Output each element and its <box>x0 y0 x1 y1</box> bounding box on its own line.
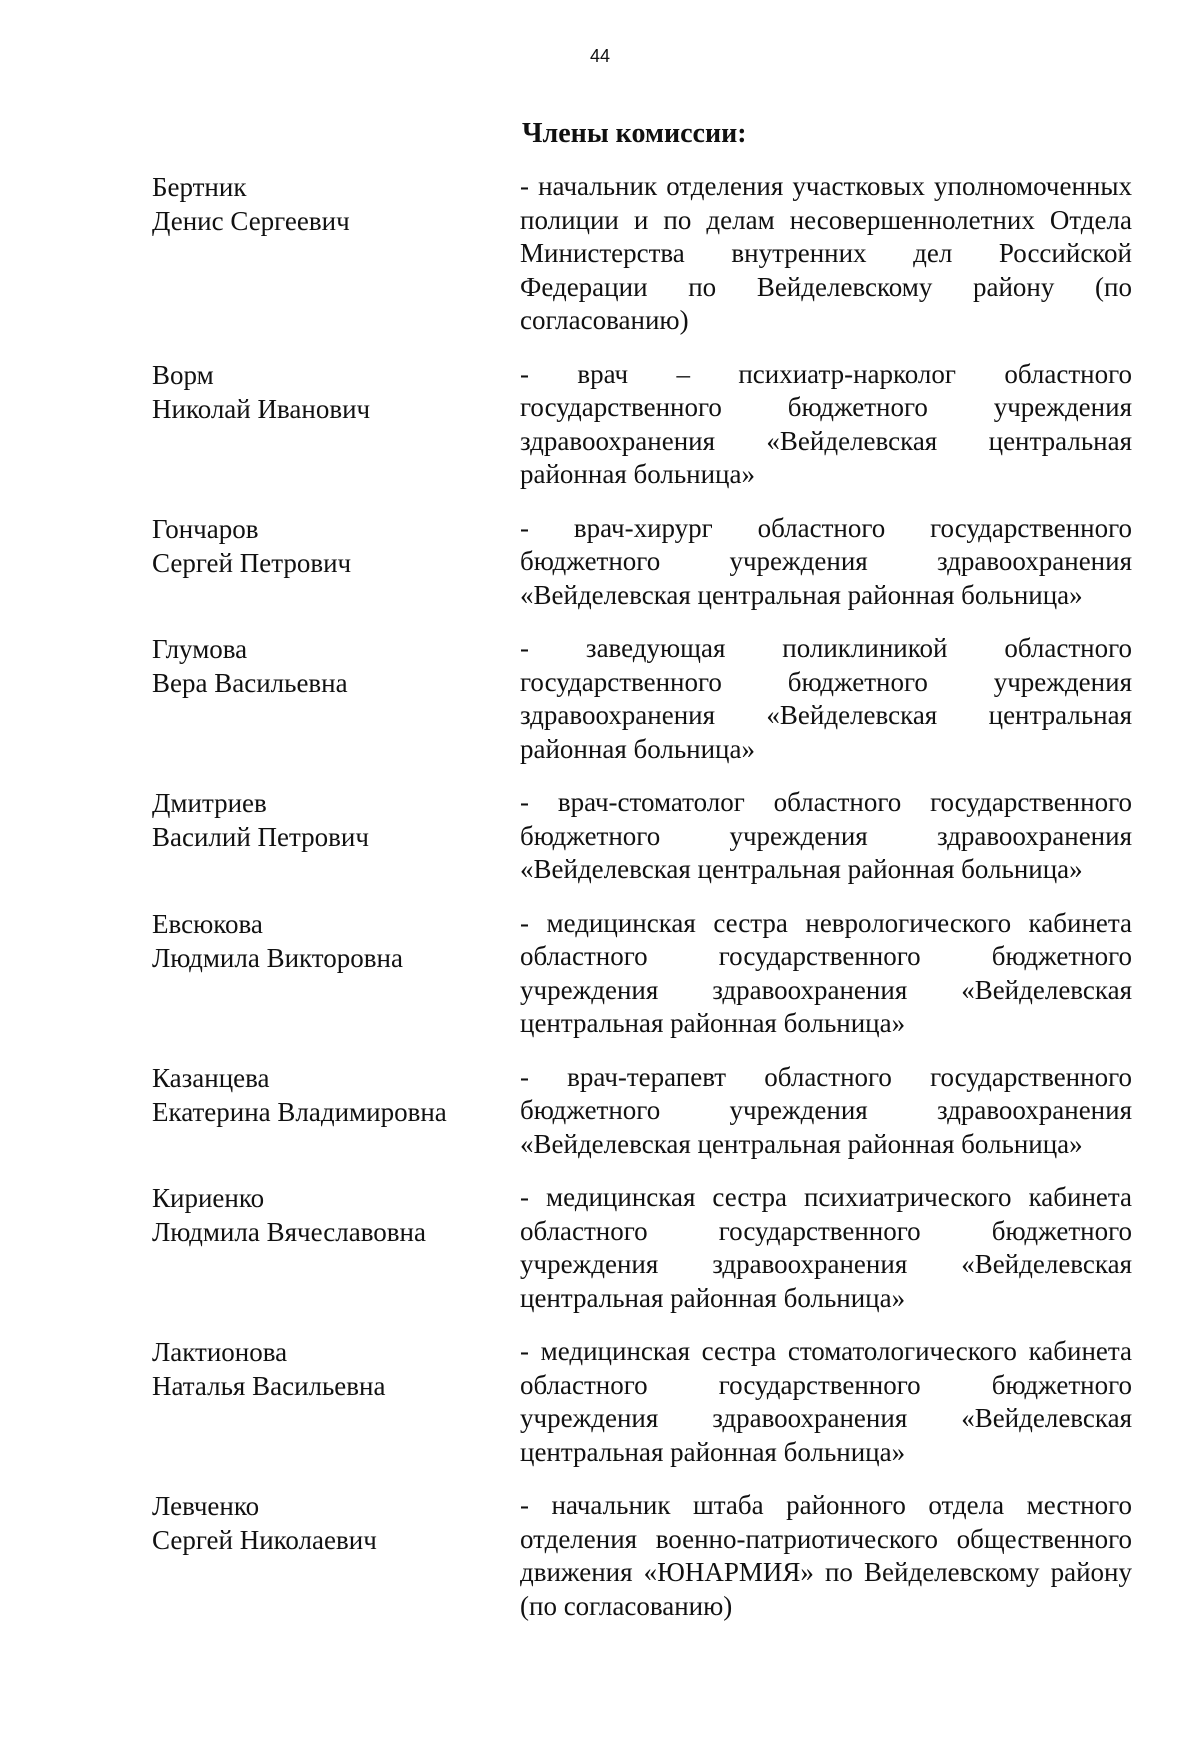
member-surname: Дмитриев <box>152 788 267 818</box>
member-given-names: Наталья Васильевна <box>152 1371 386 1401</box>
member-name <box>152 1181 520 1315</box>
member-row <box>152 1489 1132 1623</box>
member-given-names: Денис Сергеевич <box>152 206 350 236</box>
members-list <box>152 170 1132 1643</box>
member-name <box>152 907 520 1041</box>
member-row <box>152 170 1132 338</box>
section-heading: Члены комиссии: <box>522 118 747 149</box>
member-name <box>152 512 520 613</box>
member-position: - медицинская сестра психиатрического кабинета областного государственного бюджетного учреждения здравоохранения «Вейделевская центральная районная больница» <box>520 1182 1132 1313</box>
member-row <box>152 907 1132 1041</box>
member-given-names: Василий Петрович <box>152 822 369 852</box>
member-position: - начальник отделения участковых уполномоченных полиции и по делам несовершеннолетних Отдела Министерства внутренних дел Российской Федерации по Вейделевскому району (по согласованию) <box>520 171 1132 335</box>
member-surname: Кириенко <box>152 1183 265 1213</box>
member-given-names: Сергей Петрович <box>152 547 352 578</box>
member-position: - медицинская сестра неврологического кабинета областного государственного бюджетного учреждения здравоохранения «Вейделевская центральная районная больница» <box>520 907 1132 1038</box>
page-number: 44 <box>589 46 611 66</box>
member-row <box>152 1061 1132 1162</box>
member-surname: Лактионова <box>152 1337 288 1367</box>
member-given-names: Людмила Викторовна <box>152 942 403 973</box>
member-given-names: Николай Иванович <box>152 393 371 424</box>
member-row <box>152 358 1132 492</box>
member-given-names: Людмила Вячеславовна <box>152 1217 426 1247</box>
member-position: - врач – психиатр-нарколог областного государственного бюджетного учреждения здравоохранения «Вейделевская центральная районная больница» <box>520 358 1132 489</box>
member-name <box>152 1061 520 1162</box>
member-surname: Бертник <box>152 172 247 202</box>
member-given-names: Вера Васильевна <box>152 668 348 698</box>
member-given-names: Екатерина Владимировна <box>152 1096 447 1127</box>
member-name <box>152 786 520 887</box>
member-position: - начальник штаба районного отдела местного отделения военно-патриотического общественного движения «ЮНАРМИЯ» по Вейделевскому району (по согласованию) <box>520 1490 1132 1621</box>
member-surname: Евсюкова <box>152 908 263 939</box>
member-surname: Ворм <box>152 359 214 390</box>
member-position: - врач-терапевт областного государственного бюджетного учреждения здравоохранения «Вейделевская центральная районная больница» <box>520 1061 1132 1159</box>
member-row <box>152 786 1132 887</box>
member-name <box>152 358 520 492</box>
member-name <box>152 170 520 338</box>
member-surname: Левченко <box>152 1491 260 1521</box>
member-surname: Гончаров <box>152 513 259 544</box>
member-position: - врач-стоматолог областного государственного бюджетного учреждения здравоохранения «Вейделевская центральная районная больница» <box>520 787 1132 884</box>
member-position: - заведующая поликлиникой областного государственного бюджетного учреждения здравоохранения «Вейделевская центральная районная больница» <box>520 633 1132 764</box>
member-row <box>152 632 1132 766</box>
member-name <box>152 1335 520 1469</box>
member-surname: Казанцева <box>152 1062 270 1093</box>
member-name <box>152 1489 520 1623</box>
member-given-names: Сергей Николаевич <box>152 1525 377 1555</box>
member-row <box>152 1181 1132 1315</box>
member-position: - врач-хирург областного государственного бюджетного учреждения здравоохранения «Вейделевская центральная районная больница» <box>520 512 1132 610</box>
member-row <box>152 1335 1132 1469</box>
member-name <box>152 632 520 766</box>
member-row <box>152 512 1132 613</box>
member-surname: Глумова <box>152 634 248 664</box>
member-position: - медицинская сестра стоматологического кабинета областного государственного бюджетного учреждения здравоохранения «Вейделевская центральная районная больница» <box>520 1336 1132 1467</box>
